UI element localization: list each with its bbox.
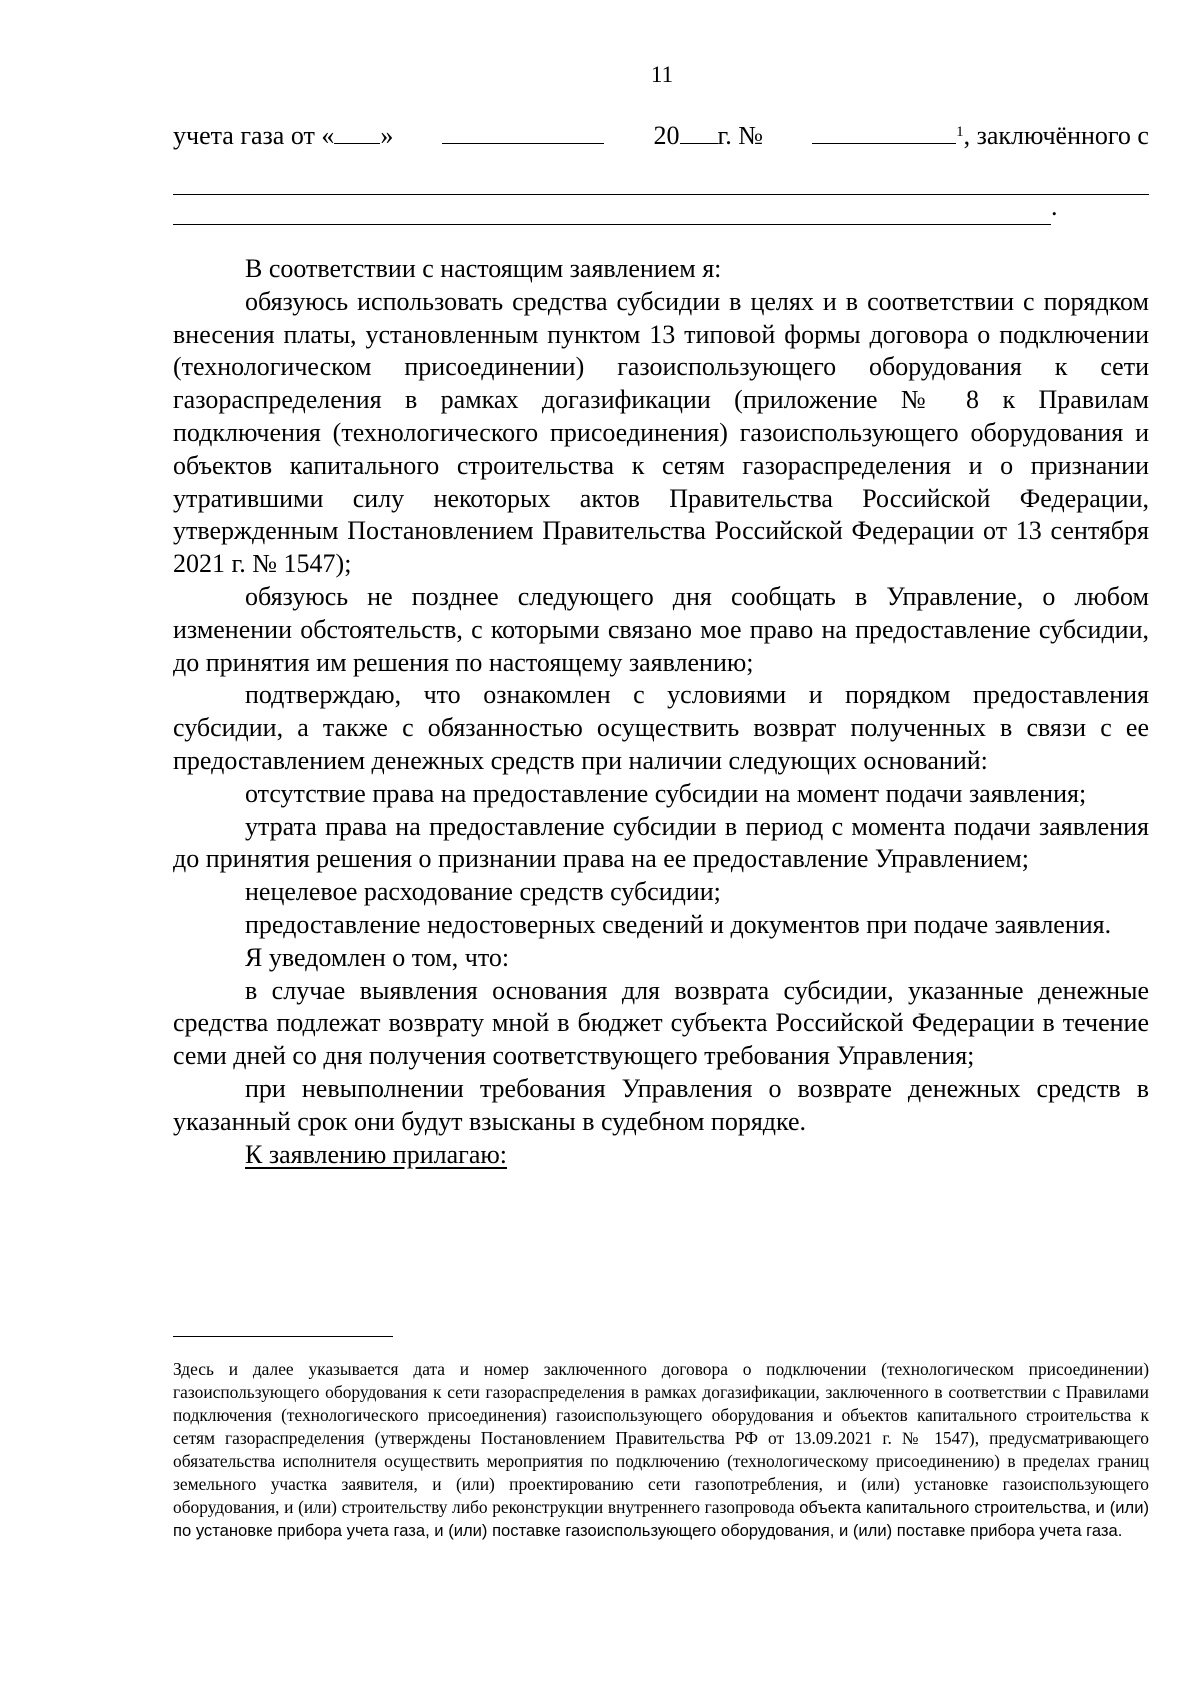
header-text-gas-metering: учета газа от «: [173, 121, 335, 150]
counterparty-blank-line-1[interactable]: [173, 154, 1149, 195]
header-year-prefix: 20: [653, 121, 680, 150]
header-end-dot: .: [1051, 192, 1058, 221]
month-blank-field[interactable]: [442, 121, 604, 144]
paragraph-attachments-heading: [173, 1139, 1149, 1172]
footnote-divider: [173, 1336, 393, 1337]
paragraph-judicial-recovery: при невыполнении требования Управления о возврате денежных средств в указанный срок они будут взысканы в судебном порядке.: [173, 1073, 1149, 1136]
paragraph-obligation-notify: обязуюсь не позднее следующего дня сообщать в Управление, о любом изменении обстоятельств, с которыми связано мое право на предоставление субсидии, до принятия им решения по настоящему заявлению;: [173, 581, 1149, 677]
paragraph-ground-misuse: нецелевое расходование средств субсидии;: [245, 877, 721, 907]
counterparty-blank-line-2[interactable]: [173, 196, 1051, 225]
paragraph-notified: Я уведомлен о том, что:: [245, 942, 510, 972]
day-blank-field[interactable]: [334, 121, 380, 144]
paragraph-ground-loss-of-right: утрата права на предоставление субсидии в период с момента подачи заявления до принятия решения о признании права на ее предоставление Управлением;: [173, 811, 1149, 874]
paragraph-confirmation: подтверждаю, что ознакомлен с условиями и порядком предоставления субсидии, а также с обязанностью осуществить возврат полученных в связи с ее предоставлением денежных средств при наличии следующих оснований:: [173, 680, 1149, 775]
footnote: [173, 1358, 1149, 1542]
footnote-text: [173, 1358, 1149, 1542]
paragraph-obligation-use-funds: обязуюсь использовать средства субсидии в целях и в соответствии с порядком внесения платы, установленным пунктом 13 типовой формы договора о подключении (технологическом присоединении) газоиспользующего оборудования к сети газораспределения в рамках догазификации (приложение № 8 к Правилам подключения (технологического присоединения) газоиспользующего оборудования и объектов капитального строительства к сетям газораспределения и о признании утратившими силу некоторых актов Правительства Российской Федерации, утвержденным Постановлением Правительства Российской Федерации от 13 сентября 2021 г. № 1547);: [173, 286, 1149, 579]
paragraph-ground-no-right: отсутствие права на предоставление субсидии на момент подачи заявления;: [245, 778, 1087, 808]
header-segment-number: [812, 118, 1149, 154]
header-segment-year: [654, 118, 764, 154]
header-segment-1: [173, 118, 393, 154]
page-number: 11: [650, 62, 674, 87]
year-blank-field[interactable]: [680, 121, 718, 144]
contract-header: [173, 118, 1149, 225]
footnote-text-sans: объекта капитального строительства, и (или) по установке прибора учета газа, и (или) поставке газоиспользующего оборудования, и (или) поставке прибора учета газа.: [173, 1498, 1149, 1540]
paragraph-ground-false-info: предоставление недостоверных сведений и документов при подаче заявления.: [245, 909, 1112, 939]
contract-number-blank-field[interactable]: [812, 121, 956, 144]
footnote-reference: 1: [956, 124, 964, 140]
statement-body: [173, 253, 1149, 1171]
header-text-concluded-with: , заключённого с: [963, 121, 1149, 150]
contract-header-line-1: [173, 118, 1149, 154]
attachments-heading-text: К заявлению прилагаю:: [245, 1139, 508, 1169]
paragraph-intro: В соответствии с настоящим заявлением я:: [245, 254, 722, 283]
header-quote-close: »: [380, 121, 394, 150]
counterparty-blank-line-2-row: [173, 192, 1149, 225]
header-number-label: г. №: [717, 121, 764, 150]
paragraph-refund-term: в случае выявления основания для возврата субсидии, указанные денежные средства подлежат возврату мной в бюджет субъекта Российской Федерации в течение семи дней со дня получения соответствующего требования Управления;: [173, 975, 1149, 1071]
footnote-text-serif: Здесь и далее указывается дата и номер заключенного договора о подключении (технологическом присоединении) газоиспользующего оборудования к сети газораспределения в рамках догазификации, заключенного в соответствии с Правилами подключения (технологического присоединения) газоиспользующего оборудования и объектов капитального строительства к сетям газораспределения (утверждены Постановлением Правительства РФ от 13.09.2021 г. № 1547), предусматривающего обязательства исполнителя осуществить мероприятия по подключению (технологическому присоединению) в пределах границ земельного участка заявителя, и (или) проектированию сети газопотребления, и (или) установке газоиспользующего оборудования, и (или) строительству либо реконструкции внутреннего газопровода: [173, 1359, 1149, 1517]
